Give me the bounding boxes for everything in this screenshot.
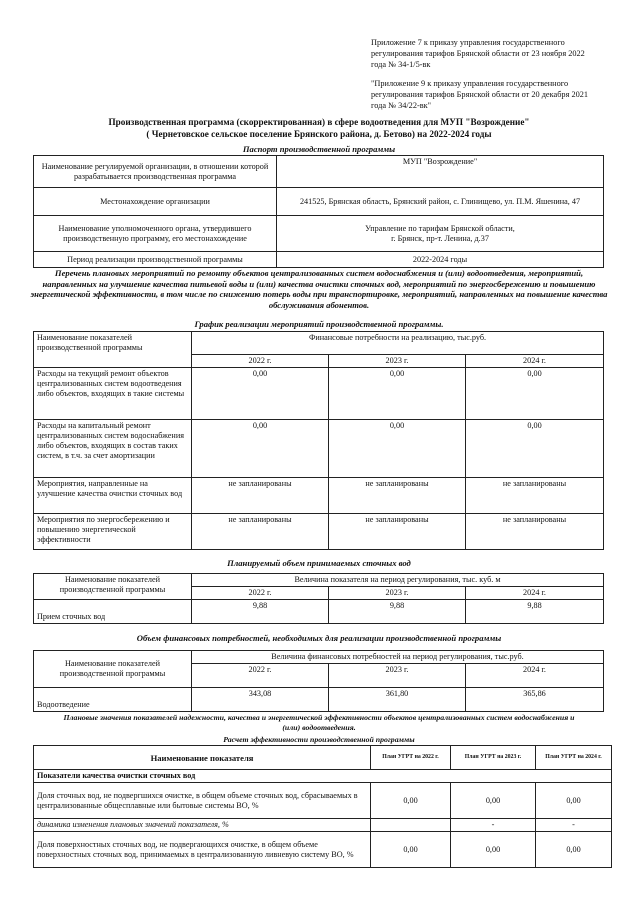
efficiency-heading: Плановые значения показателей надежности, качества и энергетической эффективности объектов централизованных систем водоснабжения и (или) водоотведения.	[63, 713, 575, 732]
cell-value: не запланированы	[329, 514, 466, 550]
volume-heading: Планируемый объем принимаемых сточных вод	[227, 558, 411, 568]
row-label: Расходы на капитальный ремонт централизованных систем водоснабжения либо объектов, входящих в состав таких систем, в т.ч. за счет амортизации	[34, 420, 192, 478]
cell-value	[371, 819, 451, 832]
row-label: динамика изменения плановых значений показателя, %	[34, 819, 371, 832]
schedule-heading: График реализации мероприятий производственной программы.	[194, 319, 444, 329]
volume-table	[33, 573, 604, 624]
cell-value: 9,88	[466, 600, 604, 624]
cell-value: -	[451, 819, 536, 832]
finance-table	[33, 650, 604, 712]
section-header: Показатели качества очистки сточных вод	[34, 770, 612, 783]
column-header: План УГРТ на 2022 г.	[371, 746, 451, 770]
document-title: Производственная программа (скорректированная) в сфере водоотведения для МУП "Возрождение" ( Чернетовское сельское поселение Брянского района, д. Бетово) на 2022-2024 годы	[108, 117, 530, 139]
passport-label: Наименование уполномоченного органа, утвердившего производственную программу, его местонахождение	[34, 216, 277, 252]
row-label: Водоотведение	[34, 688, 192, 712]
appendix-note-2: "Приложение 9 к приказу управления государственного регулирования тарифов Брянской области от 20 декабря 2021 года № 34/22-вк"	[371, 79, 589, 110]
passport-value: 2022-2024 годы	[277, 252, 604, 268]
passport-table	[33, 155, 604, 268]
row-label: Мероприятия, направленные на улучшение качества очистки сточных вод	[34, 478, 192, 514]
cell-value: не запланированы	[192, 478, 329, 514]
passport-heading: Паспорт производственной программы	[242, 144, 396, 154]
cell-value: 0,00	[466, 368, 604, 420]
column-header: Величина показателя на период регулирования, тыс. куб. м	[192, 574, 604, 587]
passport-label: Период реализации производственной программы	[34, 252, 277, 268]
year-header: 2024 г.	[466, 587, 604, 600]
cell-value: 361,80	[329, 688, 466, 712]
year-header: 2023 г.	[329, 355, 466, 368]
year-header: 2023 г.	[329, 664, 466, 688]
row-label: Мероприятия по энергосбережению и повышению энергетической эффективности	[34, 514, 192, 550]
column-header: Наименование показателей производственной программы	[34, 574, 192, 600]
column-header: Финансовые потребности на реализацию, тыс.руб.	[192, 332, 604, 355]
passport-value: МУП "Возрождение"	[277, 156, 604, 188]
cell-value: 0,00	[466, 420, 604, 478]
year-header: 2024 г.	[466, 664, 604, 688]
column-header: Наименование показателя	[34, 746, 371, 770]
cell-value: 0,00	[371, 832, 451, 868]
cell-value: 9,88	[329, 600, 466, 624]
row-label: Доля поверхностных сточных вод, не подвергающихся очистке, в общем объеме поверхностных сточных вод, принимаемых в централизованную ливневую систему ВО, %	[34, 832, 371, 868]
cell-value: не запланированы	[466, 478, 604, 514]
cell-value: 9,88	[192, 600, 329, 624]
cell-value: 0,00	[329, 368, 466, 420]
cell-value: не запланированы	[466, 514, 604, 550]
column-header: План УГРТ на 2023 г.	[451, 746, 536, 770]
appendix-note-1: Приложение 7 к приказу управления государственного регулирования тарифов Брянской области от 23 ноября 2022 года № 34-1/5-вк	[371, 38, 585, 69]
cell-value: 0,00	[536, 832, 612, 868]
cell-value: 0,00	[192, 420, 329, 478]
cell-value: не запланированы	[329, 478, 466, 514]
cell-value: 365,86	[466, 688, 604, 712]
passport-label: Местонахождение организации	[34, 188, 277, 216]
efficiency-subheading: Расчет эффективности производственной программы	[223, 735, 415, 744]
passport-label: Наименование регулируемой организации, в отношении которой разрабатывается производственная программа	[34, 156, 277, 188]
year-header: 2022 г.	[192, 355, 329, 368]
row-label: Доля сточных вод, не подвергшихся очистке, в общем объеме сточных вод, сбрасываемых в централизованные общесплавные или бытовые системы ВО, %	[34, 783, 371, 819]
year-header: 2022 г.	[192, 664, 329, 688]
row-label: Расходы на текущий ремонт объектов централизованных систем водоотведения либо объектов, входящих в такие системы	[34, 368, 192, 420]
cell-value: -	[536, 819, 612, 832]
column-header: План УГРТ на 2024 г.	[536, 746, 612, 770]
passport-value: Управление по тарифам Брянской области, г. Брянск, пр-т. Ленина, д.37	[277, 216, 604, 252]
finance-heading: Объем финансовых потребностей, необходимых для реализации производственной программы	[136, 633, 502, 643]
column-header: Наименование показателей производственной программы	[34, 651, 192, 688]
cell-value: 0,00	[192, 368, 329, 420]
cell-value: не запланированы	[192, 514, 329, 550]
passport-value: 241525, Брянская область, Брянский район, с. Глинищево, ул. П.М. Яшенина, 47	[277, 188, 604, 216]
column-header: Наименование показателей производственной программы	[34, 332, 192, 368]
cell-value: 0,00	[451, 832, 536, 868]
cell-value: 0,00	[451, 783, 536, 819]
cell-value: 0,00	[536, 783, 612, 819]
cell-value: 0,00	[329, 420, 466, 478]
efficiency-table	[33, 745, 612, 868]
cell-value: 0,00	[371, 783, 451, 819]
measures-table	[33, 331, 604, 550]
year-header: 2024 г.	[466, 355, 604, 368]
column-header: Величина финансовых потребностей на период регулирования, тыс.руб.	[192, 651, 604, 664]
row-label: Прием сточных вод	[34, 600, 192, 624]
cell-value: 343,08	[192, 688, 329, 712]
measures-intro: Перечень плановых мероприятий по ремонту объектов централизованных систем водоснабжения и (или) водоотведения, мероприятий, направленных на улучшение качества питьевой воды и (или) качества очистки сточных вод, мероприятий по энергосбережению и повышению энергетической эффективности, в том числе по снижению потерь воды при транспортировке, мероприятий, направленных на повышение качества обслуживания абонентов.	[30, 268, 608, 310]
year-header: 2023 г.	[329, 587, 466, 600]
year-header: 2022 г.	[192, 587, 329, 600]
